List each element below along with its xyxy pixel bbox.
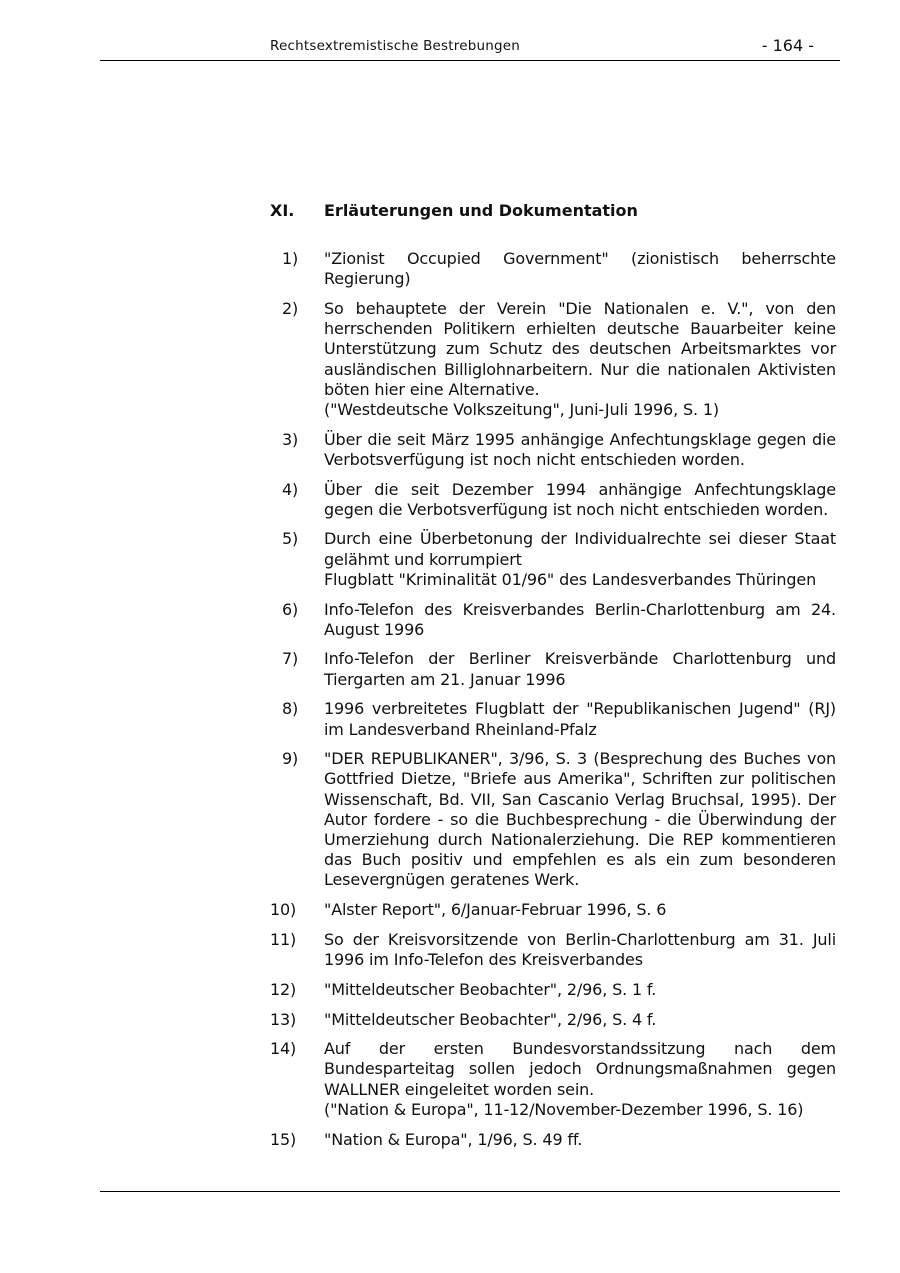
endnote-text: "Alster Report", 6/Januar-Februar 1996, S. 6	[324, 900, 667, 920]
endnote-text: "DER REPUBLIKANER", 3/96, S. 3 (Besprechung des Buches von Gottfried Dietze, "Briefe aus Amerika", Schriften zur politischen Wissenschaft, Bd. VII, San Cascanio Verlag Bruchsal, 1995). Der Autor fordere - so die Buchbesprechung - die Überwindung der Umerziehung durch Nationalerziehung. Die REP kommentieren das Buch positiv und empfehlen es als ein zum besonderen Lesevergnügen geratenes Werk.	[324, 749, 836, 890]
endnote-number: 3)	[282, 429, 299, 449]
endnote-number: 6)	[282, 599, 299, 619]
endnote-text: 1996 verbreitetes Flugblatt der "Republikanischen Jugend" (RJ) im Landesverband Rheinland-Pfalz	[324, 699, 836, 739]
endnote-text: Auf der ersten Bundesvorstandssitzung nach dem Bundesparteitag sollen jedoch Ordnungsmaßnahmen gegen WALLNER eingeleitet worden sein.	[324, 1039, 836, 1099]
endnote-source: ("Nation & Europa", 11-12/November-Dezember 1996, S. 16)	[324, 1099, 804, 1119]
endnote-text: Über die seit März 1995 anhängige Anfechtungsklage gegen die Verbotsverfügung ist noch nicht entschieden worden.	[324, 429, 836, 469]
endnote-text: Info-Telefon der Berliner Kreisverbände Charlottenburg und Tiergarten am 21. Januar 1996	[324, 649, 836, 689]
endnote-number: 14)	[270, 1039, 297, 1059]
endnote-number: 5)	[282, 529, 299, 549]
endnote-number: 12)	[270, 979, 297, 999]
endnote-text: So behauptete der Verein "Die Nationalen e. V.", von den herrschenden Politikern erhielten deutsche Bauarbeiter keine Unterstützung zum Schutz des deutschen Arbeitsmarktes vor ausländischen Billiglohnarbeitern. Nur die nationalen Aktivisten böten hier eine Alternative.	[324, 298, 836, 399]
endnote-source: ("Westdeutsche Volkszeitung", Juni-Juli 1996, S. 1)	[324, 399, 719, 419]
endnote-text: "Mitteldeutscher Beobachter", 2/96, S. 4 f.	[324, 1009, 657, 1029]
endnote-text: Info-Telefon des Kreisverbandes Berlin-Charlottenburg am 24. August 1996	[324, 599, 836, 639]
endnote-number: 2)	[282, 298, 299, 318]
endnote-5	[270, 529, 836, 590]
endnote-number: 8)	[282, 699, 299, 719]
endnote-number: 1)	[282, 249, 299, 268]
endnote-12	[270, 980, 836, 1000]
endnote-text: "Nation & Europa", 1/96, S. 49 ff.	[324, 1129, 583, 1149]
section-heading	[270, 200, 836, 222]
endnote-13	[270, 1010, 836, 1030]
endnote-source: Flugblatt "Kriminalität 01/96" des Landesverbandes Thüringen	[324, 569, 817, 589]
endnote-6	[270, 600, 836, 640]
endnote-text: Durch eine Überbetonung der Individualrechte sei dieser Staat gelähmt und korrumpiert	[324, 529, 836, 569]
endnote-9	[270, 749, 836, 890]
endnote-number: 11)	[270, 929, 297, 949]
endnote-number: 7)	[282, 649, 299, 669]
endnote-text: Über die seit Dezember 1994 anhängige Anfechtungsklage gegen die Verbotsverfügung ist noch nicht entschieden worden.	[324, 479, 836, 519]
endnote-3	[270, 430, 836, 470]
section-title: Erläuterungen und Dokumentation	[324, 201, 638, 220]
endnote-7	[270, 649, 836, 689]
endnote-number: 10)	[270, 900, 297, 920]
endnote-14	[270, 1039, 836, 1120]
endnote-number: 15)	[270, 1129, 297, 1149]
section-number: XI.	[270, 201, 295, 220]
endnote-8	[270, 699, 836, 739]
endnote-15	[270, 1130, 836, 1150]
endnote-number: 13)	[270, 1009, 297, 1029]
endnote-11	[270, 930, 836, 970]
page-number: - 164 -	[761, 36, 814, 55]
endnote-text: So der Kreisvorsitzende von Berlin-Charlottenburg am 31. Juli 1996 im Info-Telefon des Kreisverbandes	[324, 929, 836, 970]
document-body	[270, 200, 836, 1159]
running-header	[100, 36, 840, 61]
endnote-10	[270, 900, 836, 920]
endnote-number: 4)	[282, 479, 299, 499]
endnote-4	[270, 480, 836, 520]
running-header-title: Rechtsextremistische Bestrebungen	[270, 38, 521, 54]
endnote-text: "Zionist Occupied Government" (zionistisch beherrschte Regierung)	[324, 249, 836, 289]
endnote-text: "Mitteldeutscher Beobachter", 2/96, S. 1 f.	[324, 979, 657, 999]
footer-rule	[100, 1191, 840, 1192]
endnote-1	[270, 249, 836, 289]
endnote-2	[270, 299, 836, 420]
endnote-number: 9)	[282, 749, 299, 769]
